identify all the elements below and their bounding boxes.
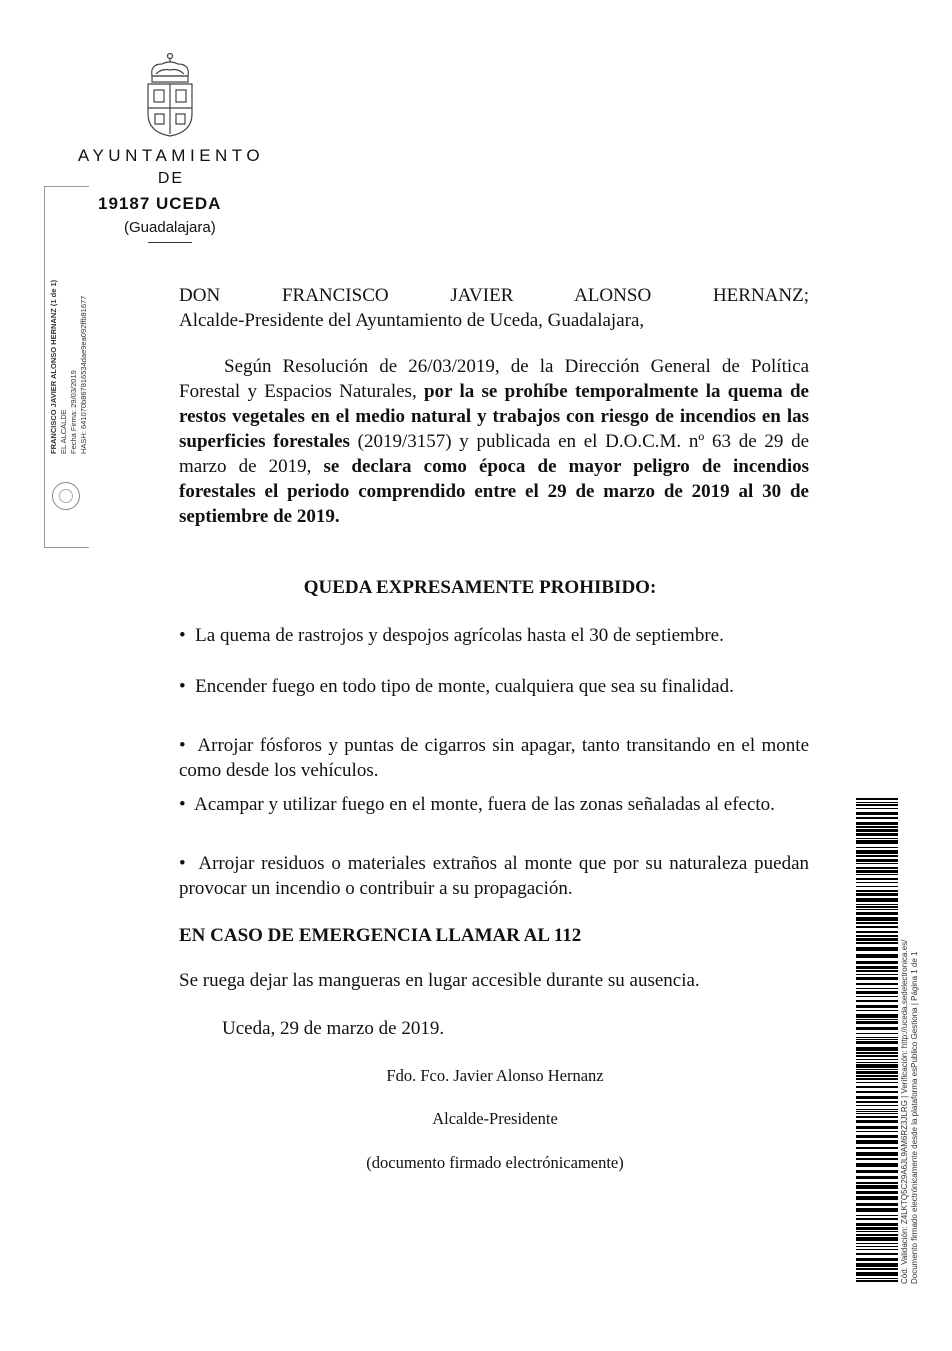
barcode-bar xyxy=(856,926,898,928)
barcode-bar xyxy=(856,847,898,848)
barcode-bar xyxy=(856,855,898,857)
validation-barcode xyxy=(856,798,898,1282)
barcode-bar xyxy=(856,1237,898,1241)
barcode-bar xyxy=(856,1062,898,1063)
barcode-bar xyxy=(856,983,898,985)
barcode-bar xyxy=(856,1037,898,1038)
barcode-bar xyxy=(856,961,898,964)
barcode-bar xyxy=(856,1078,898,1080)
resolution-text-2: por la se prohíbe temporalmente la quema de restos vegetales en el medio natural y trabajos con riesgo de incendios en las superficies forestales xyxy=(179,381,809,452)
prohibition-text: Encender fuego en todo tipo de monte, cualquiera que sea su finalidad. xyxy=(195,676,734,697)
barcode-bar xyxy=(856,1109,898,1110)
municipal-crest-logo xyxy=(142,52,198,138)
barcode-bar xyxy=(856,1163,898,1167)
signature-stamp-text xyxy=(49,234,89,454)
barcode-bar xyxy=(856,1170,898,1173)
barcode-bar xyxy=(856,882,898,883)
barcode-bar xyxy=(856,1227,898,1230)
barcode-bar xyxy=(856,1147,898,1149)
barcode-bar xyxy=(856,917,898,921)
barcode-bar xyxy=(856,947,898,951)
barcode-bar xyxy=(856,1116,898,1118)
barcode-bar xyxy=(856,996,898,997)
barcode-bar xyxy=(856,1039,898,1040)
signature-seal-icon xyxy=(52,482,80,510)
barcode-bar xyxy=(856,909,898,910)
barcode-bar xyxy=(856,1105,898,1106)
barcode-bar xyxy=(856,1185,898,1189)
barcode-bar xyxy=(856,1059,898,1060)
bullet-icon: • xyxy=(179,735,186,756)
date-line: Uceda, 29 de marzo de 2019. xyxy=(222,1018,445,1039)
prohibition-text: La quema de rastrojos y despojos agrícolas hasta el 30 de septiembre. xyxy=(195,625,724,646)
barcode-bar xyxy=(856,1191,898,1194)
barcode-bar xyxy=(856,1086,898,1088)
signature-stamp-hash: HASH: 641070b867816534dae9ea092ffb81677 xyxy=(79,295,88,454)
barcode-bar xyxy=(856,1152,898,1156)
barcode-bar xyxy=(856,1243,898,1244)
official-name: DON FRANCISCO JAVIER ALONSO HERNANZ; xyxy=(179,285,809,306)
barcode-bar xyxy=(856,798,898,800)
signature-stamp-name: FRANCISCO JAVIER ALONSO HERNANZ (1 de 1) xyxy=(49,279,58,454)
hose-request: Se ruega dejar las mangueras en lugar accesible durante su ausencia. xyxy=(179,970,700,991)
barcode-bar xyxy=(856,1101,898,1103)
barcode-bar xyxy=(856,826,898,828)
barcode-bar xyxy=(856,1208,898,1212)
barcode-bar xyxy=(856,942,898,944)
barcode-bar xyxy=(856,867,898,869)
validation-line-1: Cód. Validación: Z4LKTQ5C29A6JL9AM6RZ3JLRG | Verificación: http://uceda.sedelectronica.es/ xyxy=(900,939,909,1284)
barcode-bar xyxy=(856,922,898,924)
barcode-bar xyxy=(856,1041,898,1044)
bullet-icon: • xyxy=(179,853,186,874)
signed-by: Fdo. Fco. Javier Alonso Hernanz xyxy=(386,1066,604,1085)
signature-stamp-date: Fecha Firma: 29/03/2019 xyxy=(69,370,78,454)
barcode-bar xyxy=(856,1120,898,1123)
barcode-bar xyxy=(856,931,898,933)
barcode-bar xyxy=(856,1000,898,1002)
official-title: Alcalde-Presidente del Ayuntamiento de Uceda, Guadalajara, xyxy=(179,310,645,331)
barcode-bar xyxy=(856,1126,898,1129)
prohibition-text: Arrojar fósforos y puntas de cigarros sin apagar, tanto transitando en el monte como desde los vehículos. xyxy=(179,735,809,781)
letterhead-ayuntamiento: AYUNTAMIENTO xyxy=(77,146,265,165)
barcode-bar xyxy=(856,817,898,819)
barcode-bar xyxy=(856,1215,898,1216)
barcode-bar xyxy=(856,906,898,908)
barcode-bar xyxy=(856,1047,898,1051)
letterhead-province: (Guadalajara) xyxy=(124,219,216,236)
barcode-bar xyxy=(856,1091,898,1093)
barcode-bar xyxy=(856,1113,898,1114)
validation-text xyxy=(900,864,920,1284)
barcode-bar xyxy=(856,1111,898,1112)
barcode-bar xyxy=(856,878,898,880)
barcode-bar xyxy=(856,1005,898,1008)
barcode-bar xyxy=(856,1263,898,1267)
barcode-bar xyxy=(856,850,898,854)
barcode-bar xyxy=(856,893,898,896)
letterhead-town: 19187 UCEDA xyxy=(98,194,222,213)
barcode-bar xyxy=(856,1182,898,1184)
bullet-icon: • xyxy=(179,794,186,815)
prohibition-text: Acampar y utilizar fuego en el monte, fuera de las zonas señaladas al efecto. xyxy=(194,794,775,815)
barcode-bar xyxy=(856,970,898,972)
letterhead-de: DE xyxy=(157,170,185,187)
barcode-bar xyxy=(856,833,898,836)
barcode-bar xyxy=(856,1158,898,1160)
validation-line-2: Documento firmado electrónicamente desde la plataforma esPublico Gestiona | Página 1 de 1 xyxy=(910,951,919,1284)
barcode-bar xyxy=(856,1055,898,1057)
barcode-bar xyxy=(856,808,898,809)
barcode-bar xyxy=(856,988,898,989)
emergency-notice: EN CASO DE EMERGENCIA LLAMAR AL 112 xyxy=(179,925,582,946)
barcode-bar xyxy=(856,974,898,975)
barcode-bar xyxy=(856,904,898,905)
barcode-bar xyxy=(856,1223,898,1226)
barcode-bar xyxy=(856,1075,898,1077)
barcode-bar xyxy=(856,1096,898,1099)
barcode-bar xyxy=(856,935,898,937)
barcode-bar xyxy=(856,1014,898,1018)
barcode-bar xyxy=(856,1131,898,1132)
barcode-bar xyxy=(856,1140,898,1144)
barcode-bar xyxy=(856,898,898,902)
barcode-bar xyxy=(856,1033,898,1034)
resolution-text-4: se declara como época de mayor peligro de incendios forestales el periodo comprendido entre el 29 de marzo de 2019 al 30 de septiembre de 2019. xyxy=(179,456,810,527)
prohibited-heading: QUEDA EXPRESAMENTE PROHIBIDO: xyxy=(303,577,657,598)
barcode-bar xyxy=(856,1249,898,1250)
barcode-bar xyxy=(856,1253,898,1255)
electronic-signature-note: (documento firmado electrónicamente) xyxy=(366,1153,624,1172)
barcode-bar xyxy=(856,1176,898,1179)
barcode-bar xyxy=(856,1052,898,1054)
signer-position: Alcalde-Presidente xyxy=(432,1109,558,1128)
signature-stamp-role: EL ALCALDE xyxy=(59,409,68,454)
barcode-bar xyxy=(856,1021,898,1024)
barcode-bar xyxy=(856,886,898,887)
barcode-bar xyxy=(856,802,898,803)
barcode-bar xyxy=(856,812,898,815)
barcode-bar xyxy=(856,1010,898,1011)
barcode-bar xyxy=(856,863,898,864)
barcode-bar xyxy=(856,870,898,873)
barcode-bar xyxy=(856,829,898,832)
resolution-text-1: Según Resolución de 26/03/2019, de la Dirección General de Política Forestal y Espacios Naturales, xyxy=(179,356,809,402)
barcode-bar xyxy=(856,1135,898,1138)
resolution-text-3: (2019/3157) y publicada en el D.O.C.M. nº 63 de 29 de marzo de 2019, xyxy=(179,431,810,477)
barcode-bar xyxy=(856,1218,898,1220)
resolution-paragraph xyxy=(179,354,809,529)
barcode-bar xyxy=(856,1082,898,1083)
barcode-bar xyxy=(856,874,898,875)
barcode-bar xyxy=(856,1203,898,1206)
barcode-bar xyxy=(856,1231,898,1232)
prohibition-item xyxy=(179,851,809,901)
barcode-bar xyxy=(856,1268,898,1270)
barcode-bar xyxy=(856,1069,898,1070)
barcode-bar xyxy=(856,1027,898,1030)
prohibition-item xyxy=(179,623,809,648)
barcode-bar xyxy=(856,859,898,862)
barcode-bar xyxy=(856,1019,898,1020)
barcode-bar xyxy=(856,912,898,915)
barcode-bar xyxy=(856,838,898,839)
letterhead-divider xyxy=(148,242,192,243)
barcode-bar xyxy=(856,1278,898,1279)
prohibition-item xyxy=(179,674,809,699)
barcode-bar xyxy=(856,1196,898,1200)
barcode-bar xyxy=(856,1064,898,1068)
barcode-bar xyxy=(856,1234,898,1236)
barcode-bar xyxy=(856,977,898,980)
barcode-bar xyxy=(856,822,898,825)
prohibition-item xyxy=(179,792,809,817)
barcode-bar xyxy=(856,938,898,941)
barcode-bar xyxy=(856,890,898,892)
barcode-bar xyxy=(856,954,898,958)
barcode-bar xyxy=(856,840,898,844)
barcode-bar xyxy=(856,966,898,969)
prohibition-item xyxy=(179,733,809,783)
barcode-bar xyxy=(856,1272,898,1276)
barcode-bar xyxy=(856,1246,898,1247)
prohibition-text: Arrojar residuos o materiales extraños al monte que por su naturaleza puedan provocar un incendio o contribuir a su propagación. xyxy=(179,853,810,899)
barcode-bar xyxy=(856,1280,898,1282)
barcode-bar xyxy=(856,991,898,994)
barcode-bar xyxy=(856,1258,898,1261)
barcode-bar xyxy=(856,1071,898,1074)
bullet-icon: • xyxy=(179,625,186,646)
barcode-bar xyxy=(856,804,898,806)
bullet-icon: • xyxy=(179,676,186,697)
